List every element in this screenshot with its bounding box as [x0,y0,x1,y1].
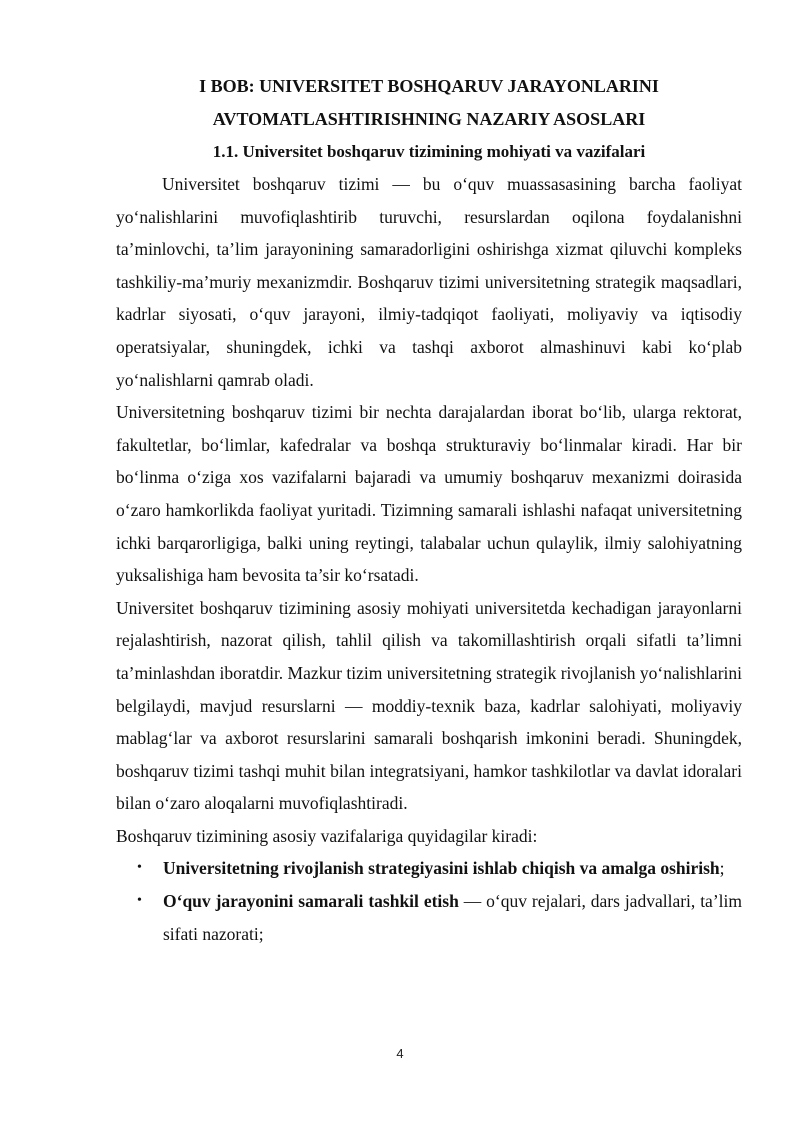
duties-list [116,852,742,950]
list-item [116,885,742,950]
chapter-title-line-1: I BOB: UNIVERSITET BOSHQARUV JARAYONLARINI [199,76,659,96]
page-number: 4 [396,1046,404,1061]
list-item-text: ; [719,858,725,879]
paragraph-2: Universitetning boshqaruv tizimi bir nechta darajalardan iborat bo‘lib, ularga rektorat, fakultetlar, bo‘limlar, kafedralar va boshqa strukturaviy bo‘linmalar kiradi. Har bir bo‘linma o‘ziga xos vazifalarni bajaradi va umumiy boshqaruv mexanizmi doirasida o‘zaro hamkorlikda faoliyat yuritadi. Tizimning samarali ishlashi nafaqat universitetning ichki barqarorligiga, balki uning reytingi, talabalar uchun qulaylik, ilmiy salohiyatning yuksalishiga ham bevosita ta’sir ko‘rsatadi. [116,402,742,586]
chapter-title-line-2: AVTOMATLASHTIRISHNING NAZARIY ASOSLARI [212,109,646,129]
section-title: 1.1. Universitet boshqaruv tizimining mohiyati va vazifalari [212,142,646,161]
list-item-bold-text: O‘quv jarayonini samarali tashkil etish [163,891,459,912]
page-content [116,70,742,950]
paragraph-3: Universitet boshqaruv tizimining asosiy mohiyati universitetda kechadigan jarayonlarni rejalashtirish, nazorat qilish, tahlil qilish va takomillashtirish orqali sifatli ta’limni ta’minlashdan iboratdir. Mazkur tizim universitetning strategik rivojlanish yo‘nalishlarini belgilaydi, mavjud resurslarni — moddiy-texnik baza, kadrlar salohiyati, moliyaviy mablag‘lar va axborot resurslarini samarali boshqarish imkonini beradi. Shuningdek, boshqaruv tizimi tashqi muhit bilan integratsiyani, hamkor tashkilotlar va davlat idoralari bilan o‘zaro aloqalarni muvofiqlashtiradi. [116,597,742,814]
paragraph-4: Boshqaruv tizimining asosiy vazifalariga quyidagilar kiradi: [116,825,538,846]
list-item-text: — o‘quv rejalari, dars jadvallari, ta’lim sifati nazorati; [163,891,742,944]
paragraph-1: Universitet boshqaruv tizimi — bu o‘quv muassasasining barcha faoliyat yo‘nalishlarini muvofiqlashtirib turuvchi, resurslardan oqilona foydalanishni ta’minlovchi, ta’lim jarayonining samaradorligini oshirishga xizmat qiluvchi kompleks tashkiliy-ma’muriy mexanizmdir. Boshqaruv tizimi universitetning strategik maqsadlari, kadrlar siyosati, o‘quv jarayoni, ilmiy-tadqiqot faoliyati, moliyaviy va iqtisodiy operatsiyalar, shuningdek, ichki va tashqi axborot almashinuvi kabi ko‘plab yo‘nalishlarni qamrab oladi. [116,174,742,390]
list-item [116,852,742,885]
bullet-icon: • [137,860,142,876]
list-item-bold-text: Universitetning rivojlanish strategiyasini ishlab chiqish va amalga oshirish [163,858,720,879]
bullet-icon: • [137,893,142,909]
